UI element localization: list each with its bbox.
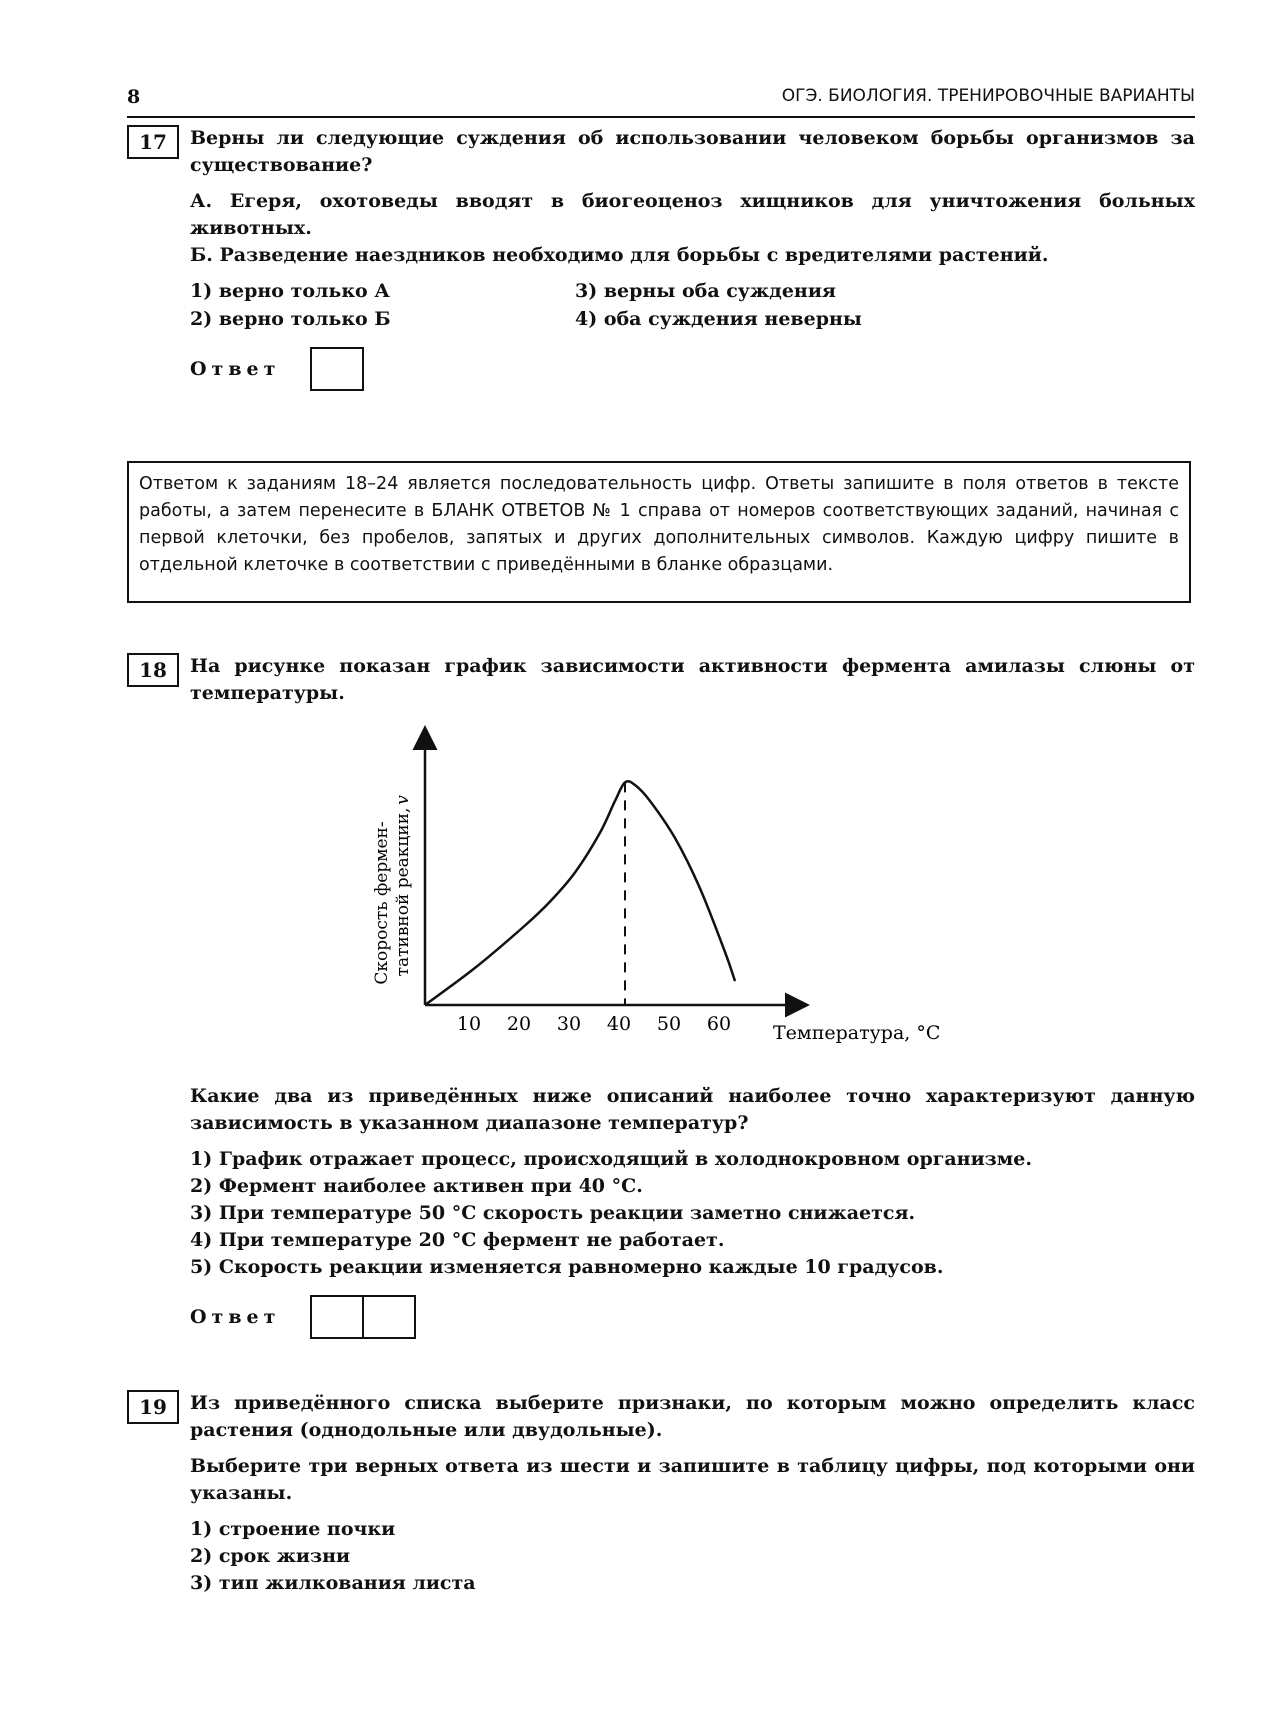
task-19 (127, 1390, 1195, 1597)
task-18-option: 5) Скорость реакции изменяется равномерно каждые 10 градусов. (190, 1256, 944, 1278)
task-17 (127, 125, 1195, 391)
task-18-continued (127, 1083, 1195, 1339)
task-17-question: Верны ли следующие суждения об использовании человеком борьбы организмов за существование? (190, 127, 1195, 176)
x-tick-label: 20 (506, 1013, 532, 1035)
answer-label: Ответ (190, 1305, 281, 1328)
task-18 (127, 653, 1195, 707)
task-17-statement-b: Б. Разведение наездников необходимо для борьбы с вредителями растений. (190, 244, 1049, 266)
task-17-options (190, 278, 1195, 333)
task-17-option: 4) оба суждения неверны (575, 308, 862, 330)
answer-cell[interactable] (310, 347, 364, 391)
task-19-options (190, 1516, 1195, 1597)
x-tick-label: 50 (656, 1013, 682, 1035)
task-number-18: 18 (127, 653, 179, 687)
answer-cell[interactable] (364, 1295, 416, 1339)
x-axis-label: Температура, °С (773, 1022, 941, 1044)
task-17-option: 2) верно только Б (190, 308, 391, 330)
task-18-intro: На рисунке показан график зависимости активности фермента амилазы слюны от температуры. (190, 655, 1195, 704)
task-19-instruction: Выберите три верных ответа из шести и запишите в таблицу цифры, под которыми они указаны. (190, 1455, 1195, 1504)
answer-label: Ответ (190, 357, 281, 380)
series-line-activity (425, 781, 735, 1005)
y-axis-label-line2: тативной реакции, (393, 807, 413, 977)
task-18-option: 2) Фермент наиболее активен при 40 °С. (190, 1175, 643, 1197)
task-17-statement-a: А. Егеря, охотоведы вводят в биогеоценоз хищников для уничтожения больных животных. (190, 190, 1195, 239)
task-18-option: 3) При температуре 50 °С скорость реакции заметно снижается. (190, 1202, 916, 1224)
answer-cell[interactable] (310, 1295, 364, 1339)
instruction-box: Ответом к заданиям 18–24 является последовательность цифр. Ответы запишите в поля ответов в тексте работы, а затем перенесите в БЛАНК ОТВЕТОВ № 1 справа от номеров соответствующих заданий, начиная с первой клеточки, без пробелов, запятых и других дополнительных символов. Каждую цифру пишите в отдельной клеточке в соответствии с приведёнными в бланке образцами. (127, 461, 1191, 603)
task-17-option: 3) верны оба суждения (575, 280, 836, 302)
x-tick-label: 60 (706, 1013, 732, 1035)
task-18-option: 4) При температуре 20 °С фермент не работает. (190, 1229, 725, 1251)
task-17-option: 1) верно только А (190, 280, 390, 302)
task-18-answer (190, 1295, 1195, 1339)
task-number-19: 19 (127, 1390, 179, 1424)
y-axis-label-symbol: v (393, 795, 413, 805)
x-tick-label: 30 (556, 1013, 582, 1035)
task-17-answer (190, 347, 1195, 391)
running-title: ОГЭ. БИОЛОГИЯ. ТРЕНИРОВОЧНЫЕ ВАРИАНТЫ (781, 86, 1195, 106)
y-axis-label-line1: Скорость фермен- (372, 821, 392, 985)
chart-svg (340, 725, 970, 1045)
task-18-options (190, 1146, 1195, 1281)
task-19-question: Из приведённого списка выберите признаки, по которым можно определить класс растения (однодольные или двудольные). (190, 1392, 1195, 1441)
task-18-question: Какие два из приведённых ниже описаний наиболее точно характеризуют данную зависимость в указанном диапазоне температур? (190, 1085, 1195, 1134)
x-tick-label: 40 (606, 1013, 632, 1035)
task-19-option: 1) строение почки (190, 1518, 396, 1540)
task-19-option: 3) тип жилкования листа (190, 1572, 476, 1594)
enzyme-activity-chart (340, 725, 970, 1045)
task-number-17: 17 (127, 125, 179, 159)
page-number: 8 (127, 86, 141, 108)
task-19-option: 2) срок жизни (190, 1545, 351, 1567)
task-18-option: 1) График отражает процесс, происходящий в холоднокровном организме. (190, 1148, 1033, 1170)
x-tick-label: 10 (456, 1013, 482, 1035)
page-header (127, 86, 1195, 118)
